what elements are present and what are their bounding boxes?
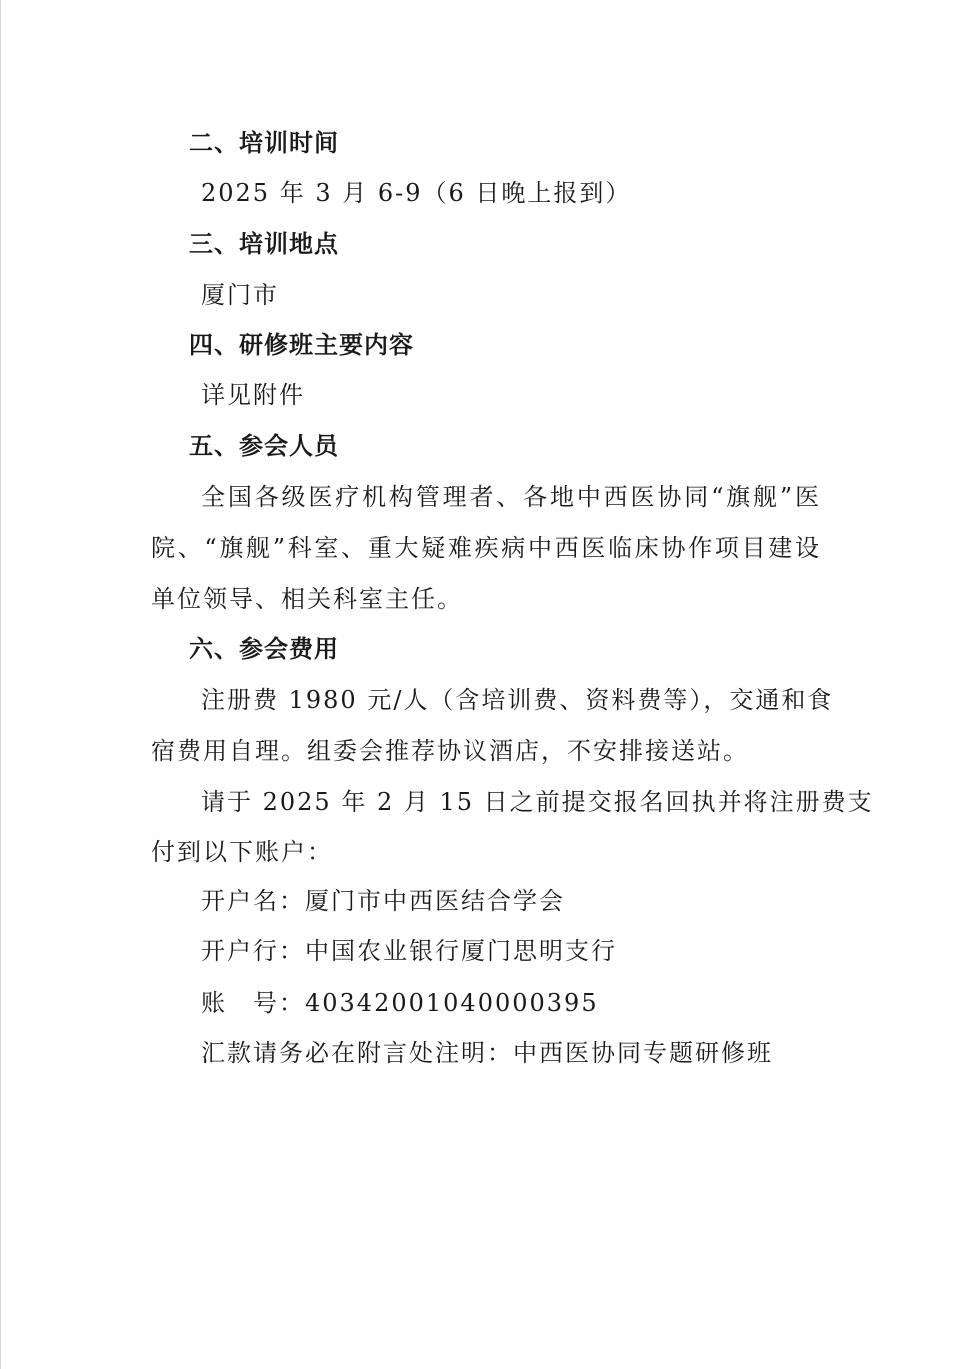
account-number — [201, 987, 599, 1019]
remittance-remark: 汇款请务必在附言处注明：中西医协同专题研修班 — [201, 1039, 773, 1067]
payment-deadline-line-1: 请于 2025 年 2 月 15 日之前提交报名回执并将注册费支 — [201, 788, 874, 816]
section-heading-content: 四、研修班主要内容 — [189, 331, 414, 359]
section-heading-location: 三、培训地点 — [189, 230, 339, 258]
training-time-text: 2025 年 3 月 6-9（6 日晚上报到） — [201, 179, 632, 207]
fees-text-line-1: 注册费 1980 元/人（含培训费、资料费等），交通和食 — [201, 686, 834, 714]
attendees-text-line-2: 院、“旗舰”科室、重大疑难疾病中西医临床协作项目建设 — [151, 534, 821, 562]
section-heading-fees: 六、参会费用 — [189, 635, 339, 663]
account-name: 开户名：厦门市中西医结合学会 — [201, 887, 565, 915]
account-bank: 开户行：中国农业银行厦门思明支行 — [201, 937, 617, 965]
section-heading-time: 二、培训时间 — [189, 129, 339, 157]
attendees-text-line-1: 全国各级医疗机构管理者、各地中西医协同“旗舰”医 — [201, 483, 821, 511]
attendees-text-line-3: 单位领导、相关科室主任。 — [151, 585, 463, 613]
account-number-value: 40342001040000395 — [305, 989, 599, 1017]
fees-text-line-2: 宿费用自理。组委会推荐协议酒店，不安排接送站。 — [151, 737, 749, 765]
payment-deadline-line-2: 付到以下账户： — [151, 838, 333, 866]
content-text: 详见附件 — [201, 381, 305, 409]
section-heading-attendees: 五、参会人员 — [189, 432, 339, 460]
account-number-label: 账 号： — [201, 989, 305, 1017]
training-location-text: 厦门市 — [201, 281, 279, 309]
